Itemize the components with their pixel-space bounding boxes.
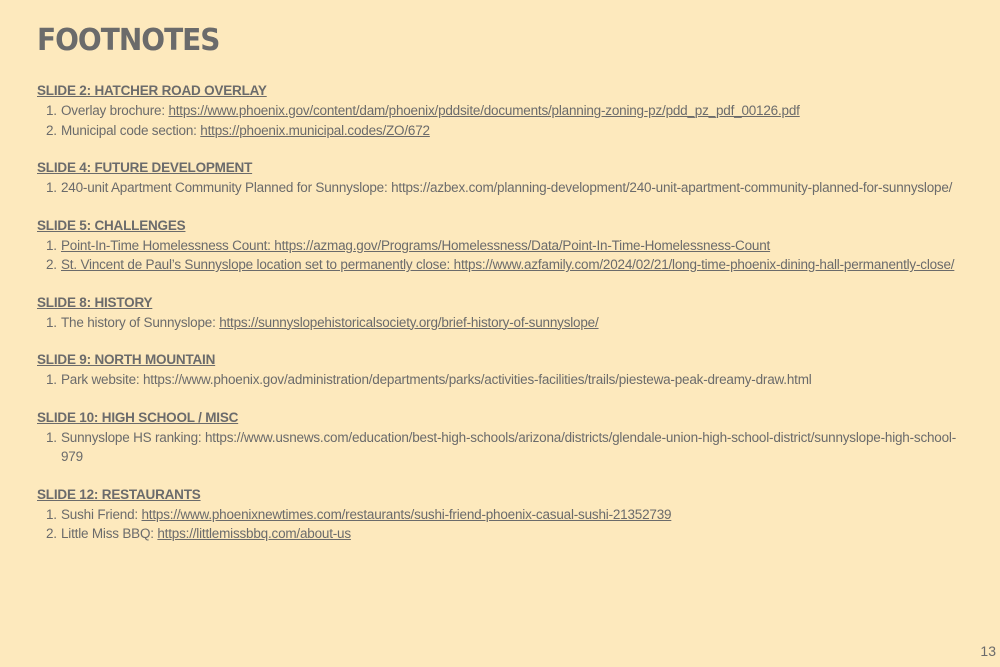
list-item (37, 505, 977, 525)
footnote-section-slide-2 (37, 82, 977, 140)
item-number: 2. (46, 526, 57, 541)
item-number: 1. (46, 429, 57, 445)
list-item (37, 313, 977, 333)
list-item (37, 370, 977, 390)
list-item (37, 121, 977, 141)
item-number: 2. (46, 122, 57, 138)
section-heading: SLIDE 9: NORTH MOUNTAIN (37, 352, 216, 367)
footnotes-list (37, 82, 977, 563)
item-number: 1. (46, 180, 57, 195)
page-title: FOOTNOTES (37, 22, 220, 58)
section-heading: SLIDE 4: FUTURE DEVELOPMENT (37, 160, 253, 175)
item-number: 1. (46, 314, 57, 330)
item-label: Overlay brochure: (61, 103, 169, 118)
item-label: The history of Sunnyslope: (61, 314, 220, 330)
footnote-link[interactable]: https://phoenix.municipal.codes/ZO/672 (200, 122, 430, 138)
footnote-link[interactable]: Point-In-Time Homelessness Count: https://azmag.gov/Programs/Homelessness/Data/Point-In-Time-Homelessness-Count (61, 237, 771, 253)
list-item (37, 101, 977, 121)
footnote-link[interactable]: https://sunnyslopehistoricalsociety.org/brief-history-of-sunnyslope/ (219, 314, 599, 330)
footnote-items (37, 101, 977, 140)
item-number: 2. (46, 257, 57, 272)
list-item (37, 428, 977, 467)
footnote-section-slide-8 (37, 294, 977, 333)
footnote-items (37, 178, 977, 198)
item-label: Municipal code section: (61, 122, 201, 138)
section-heading: SLIDE 10: HIGH SCHOOL / MISC (37, 409, 239, 425)
list-item (37, 236, 977, 256)
section-heading: SLIDE 8: HISTORY (37, 294, 153, 310)
item-number: 1. (46, 372, 57, 387)
footnote-items (37, 505, 977, 544)
footnote-link[interactable]: St. Vincent de Paul’s Sunnyslope location set to permanently close: https://www.azfamily.com/2024/02/21/long-time-phoenix-dining-hall-permanently-close/ (61, 257, 955, 272)
list-item (37, 178, 977, 198)
item-number: 1. (46, 506, 57, 522)
footnote-section-slide-9 (37, 351, 977, 390)
footnote-link[interactable]: https://www.phoenix.gov/content/dam/phoenix/pddsite/documents/planning-zoning-pz/pdd_pz_pdf_00126.pdf (168, 103, 800, 118)
item-label: Sushi Friend: (61, 506, 142, 522)
footnote-items (37, 428, 977, 467)
item-text: Sunnyslope HS ranking: https://www.usnews.com/education/best-high-schools/arizona/districts/glendale-union-high-school-district/sunnyslope-high-school-979 (61, 429, 957, 464)
footnote-section-slide-4 (37, 159, 977, 198)
footnote-items (37, 313, 977, 333)
footnote-link[interactable]: https://www.phoenixnewtimes.com/restaurants/sushi-friend-phoenix-casual-sushi-21352739 (141, 506, 672, 522)
footnote-link[interactable]: https://littlemissbbq.com/about-us (157, 526, 351, 541)
section-heading: SLIDE 5: CHALLENGES (37, 217, 186, 233)
page-number: 13 (980, 643, 996, 659)
section-heading: SLIDE 2: HATCHER ROAD OVERLAY (37, 83, 267, 98)
item-number: 1. (46, 237, 57, 253)
list-item (37, 255, 977, 275)
list-item (37, 524, 977, 544)
item-text: 240-unit Apartment Community Planned for Sunnyslope: https://azbex.com/planning-development/240-unit-apartment-community-planned-for-sunnyslope/ (61, 180, 953, 195)
footnote-section-slide-10 (37, 409, 977, 467)
footnote-items (37, 370, 977, 390)
item-number: 1. (46, 103, 57, 118)
item-text: Park website: https://www.phoenix.gov/administration/departments/parks/activities-facilities/trails/piestewa-peak-dreamy-draw.html (61, 372, 812, 387)
item-label: Little Miss BBQ: (61, 526, 158, 541)
footnote-section-slide-12 (37, 486, 977, 544)
footnote-section-slide-5 (37, 217, 977, 275)
section-heading: SLIDE 12: RESTAURANTS (37, 486, 201, 502)
footnote-items (37, 236, 977, 275)
